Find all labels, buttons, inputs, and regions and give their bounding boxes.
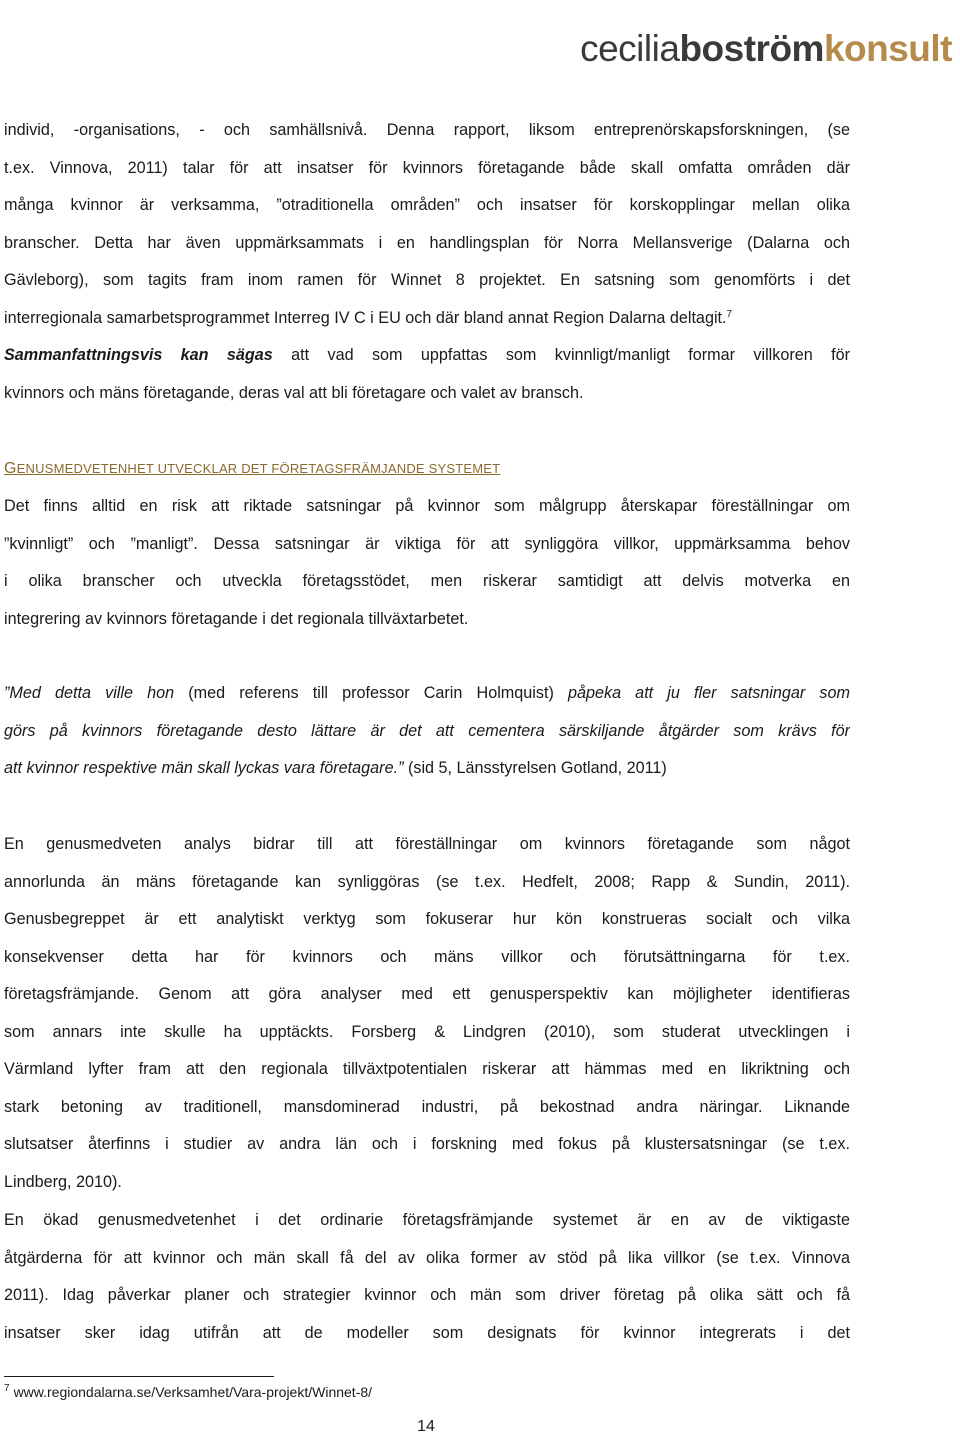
- text-line: många kvinnor är verksamma, ”otraditionella områden” och insatser för korskopplingar mellan olika: [4, 196, 850, 214]
- text-line: Lindberg, 2010).: [4, 1172, 122, 1191]
- text-line: [4, 750, 850, 788]
- text-line: stark betoning av traditionell, mansdominerad industri, på bekostnad andra näringar. Liknande: [4, 1097, 850, 1116]
- text-line: slutsatser återfinns i studier av andra län och i forskning med fokus på klustersatsningar (se t.ex.: [4, 1135, 850, 1153]
- text-line: En genusmedveten analys bidrar till att föreställningar om kvinnors företagande som något: [4, 835, 850, 853]
- text-line: görs på kvinnors företagande desto lättare är det att cementera särskiljande åtgärder som krävs för: [4, 721, 850, 740]
- citation: (sid 5, Länsstyrelsen Gotland, 2011): [403, 759, 667, 777]
- paragraph-conclusion: [4, 1202, 850, 1352]
- quote-italic: ”Med detta ville hon: [4, 684, 175, 702]
- text-segment: (med referens till professor Carin Holmquist): [174, 684, 568, 702]
- text-line: Gävleborg), som tagits fram inom ramen för Winnet 8 projektet. En satsning som genomförts i det: [4, 271, 850, 289]
- footnote-ref: 7: [726, 308, 733, 320]
- text-line: [4, 300, 850, 338]
- text-line: Värmland lyfter fram att den regionala tillväxtpotentialen riskerar att hämmas med en likriktning och: [4, 1060, 850, 1078]
- text-line: Genusbegreppet är ett analytiskt verktyg som fokuserar hur kön konstrueras socialt och vilka: [4, 910, 850, 928]
- quote-italic: påpeka att ju fler satsningar som: [567, 684, 850, 702]
- text-line: [4, 337, 850, 375]
- paragraph-risk: [4, 488, 850, 638]
- text-line: insatser sker idag utifrån att de modeller som designats för kvinnor integrerats i det: [4, 1323, 850, 1342]
- heading-rest: ENUSMEDVETENHET UTVECKLAR DET FÖRETAGSFRÄMJANDE SYSTEMET: [16, 461, 501, 476]
- heading-initial: G: [4, 460, 17, 477]
- quote-italic: att kvinnor respektive män skall lyckas vara företagare.”: [4, 759, 404, 777]
- emphasis-text: Sammanfattningsvis kan sägas: [4, 346, 273, 364]
- text-line: [4, 675, 850, 713]
- text-line: integrering av kvinnors företagande i det regionala tillväxtarbetet.: [4, 609, 469, 628]
- text-segment: interregionala samarbetsprogrammet Interreg IV C i EU och där bland annat Region Dalarna deltagit.: [4, 308, 727, 327]
- logo-konsult: konsult: [823, 28, 952, 69]
- footnote-link[interactable]: www.regiondalarna.se/Verksamhet/Vara-projekt/Winnet-8/: [13, 1384, 373, 1400]
- paragraph-intro: [4, 112, 850, 412]
- text-line: Det finns alltid en risk att riktade satsningar på kvinnor som målgrupp återskapar föreställningar om: [4, 497, 850, 515]
- footnote-number: 7: [4, 1383, 10, 1394]
- logo-bostrom: boström: [679, 28, 824, 69]
- footnote-divider: [4, 1376, 274, 1377]
- text-line: kvinnors och mäns företagande, deras val att bli företagare och valet av bransch.: [4, 383, 584, 402]
- text-line: annorlunda än mäns företagande kan synliggöras (se t.ex. Hedfelt, 2008; Rapp & Sundin, 2011).: [4, 872, 850, 891]
- logo-cecilia: cecilia: [580, 28, 680, 69]
- text-line: 2011). Idag påverkar planer och strategier kvinnor och män som driver företag på olika sätt och få: [4, 1286, 850, 1304]
- text-line: ”kvinnligt” och ”manligt”. Dessa satsningar är viktiga för att synliggöra villkor, uppmärksamma behov: [4, 534, 850, 553]
- text-line: åtgärderna för att kvinnor och män skall få del av olika former av stöd på lika villkor (se t.ex. Vinnova: [4, 1248, 850, 1267]
- text-line: t.ex. Vinnova, 2011) talar för att insatser för kvinnors företagande både skall omfatta områden där: [4, 158, 850, 177]
- page-number: 14: [417, 1418, 435, 1435]
- text-line: konsekvenser detta har för kvinnors och mäns villkor och förutsättningarna för t.ex.: [4, 947, 850, 966]
- section-heading: [4, 460, 500, 478]
- text-line: En ökad genusmedvetenhet i det ordinarie företagsfrämjande systemet är en av de viktigaste: [4, 1211, 850, 1229]
- quote-paragraph: [4, 675, 850, 788]
- text-line: individ, -organisations, - och samhällsnivå. Denna rapport, liksom entreprenörskapsforskningen, (se: [4, 121, 850, 139]
- text-line: i olika branscher och utveckla företagsstödet, men riskerar samtidigt att delvis motverka en: [4, 572, 850, 590]
- company-logo: [580, 30, 952, 67]
- paragraph-analysis: [4, 826, 850, 1201]
- text-line: som annars inte skulle ha upptäckts. Forsberg & Lindgren (2010), som studerat utvecklingen i: [4, 1022, 850, 1041]
- footnote: [4, 1384, 372, 1400]
- text-segment: att vad som uppfattas som kvinnligt/manligt formar villkoren för: [272, 346, 850, 364]
- text-line: branscher. Detta har även uppmärksammats i en handlingsplan för Norra Mellansverige (Dalarna och: [4, 233, 850, 252]
- text-line: företagsfrämjande. Genom att göra analyser med ett genusperspektiv kan möjligheter identifieras: [4, 985, 850, 1003]
